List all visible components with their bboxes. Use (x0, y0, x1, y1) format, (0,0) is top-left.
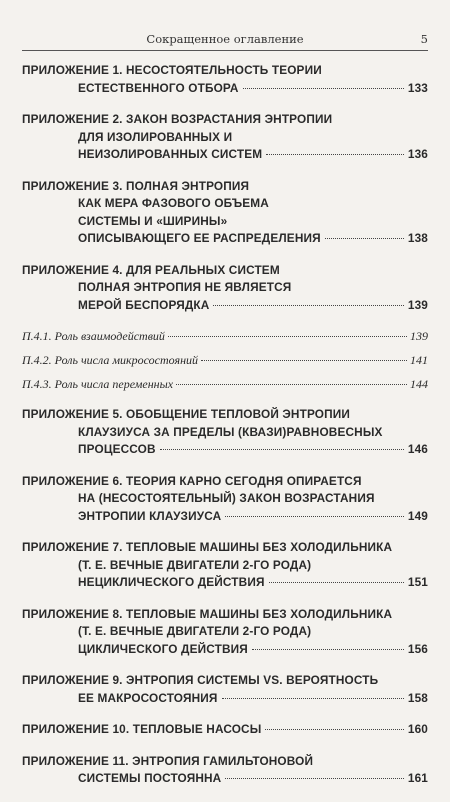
toc-entry[interactable] (22, 672, 428, 707)
page-number: 5 (420, 32, 428, 46)
dot-leader (168, 336, 407, 337)
dot-leader (252, 649, 404, 650)
toc-entry-line: ДЛЯ ИЗОЛИРОВАННЫХ И (78, 129, 233, 144)
toc-entry-last-line (22, 770, 428, 788)
toc-entry-line: НЕЦИКЛИЧЕСКОГО ДЕЙСТВИЯ (78, 575, 265, 589)
toc-entry[interactable] (22, 62, 428, 97)
toc-entry[interactable] (22, 606, 428, 659)
toc-entry-line: ЕСТЕСТВЕННОГО ОТБОРА (78, 80, 239, 95)
toc-entry[interactable] (22, 473, 428, 526)
toc-entry[interactable] (22, 753, 428, 788)
toc-page-number: 141 (410, 353, 428, 367)
toc-entry-line: ПРИЛОЖЕНИЕ 2. ЗАКОН ВОЗРАСТАНИЯ ЭНТРОПИИ (22, 112, 333, 126)
toc-entry-last-line (22, 146, 428, 164)
toc-entry-line: КЛАУЗИУСА ЗА ПРЕДЕЛЫ (КВАЗИ)РАВНОВЕСНЫХ (78, 424, 383, 439)
toc-page-number: 156 (407, 641, 428, 656)
toc-entry-line: ПОЛНАЯ ЭНТРОПИЯ НЕ ЯВЛЯЕТСЯ (78, 280, 292, 294)
toc-entry-line: ПРОЦЕССОВ (78, 442, 156, 456)
toc-entry-line: ПРИЛОЖЕНИЕ 7. ТЕПЛОВЫЕ МАШИНЫ БЕЗ ХОЛОДИЛЬНИКА (22, 540, 393, 554)
toc-entry-last-line (22, 721, 428, 739)
toc-entry[interactable] (22, 262, 428, 315)
header-rule (22, 50, 428, 51)
toc-entry-line: ПРИЛОЖЕНИЕ 4. ДЛЯ РЕАЛЬНЫХ СИСТЕМ (22, 262, 280, 277)
toc-subentry-title: П.4.3. Роль числа переменных (22, 377, 174, 391)
toc-page-number: 149 (407, 508, 428, 523)
toc-subentry-title: П.4.2. Роль числа микросостояний (22, 353, 199, 367)
dot-leader (176, 384, 407, 385)
dot-leader (225, 778, 404, 779)
toc-entry-line: СИСТЕМЫ ПОСТОЯННА (78, 771, 222, 785)
toc-entry[interactable] (22, 406, 428, 459)
toc-entry-line: ПРИЛОЖЕНИЕ 9. ЭНТРОПИЯ СИСТЕМЫ VS. ВЕРОЯТНОСТЬ (22, 673, 379, 687)
toc-entry-line: НА (НЕСОСТОЯТЕЛЬНЫЙ) ЗАКОН ВОЗРАСТАНИЯ (78, 491, 375, 505)
toc-page-number: 138 (407, 231, 428, 245)
toc-entry-line: ОПИСЫВАЮЩЕГО ЕЕ РАСПРЕДЕЛЕНИЯ (78, 231, 321, 245)
toc-page-number: 151 (407, 575, 428, 589)
toc-entry-line: ПРИЛОЖЕНИЕ 10. ТЕПЛОВЫЕ НАСОСЫ (22, 722, 262, 736)
dot-leader (201, 360, 407, 361)
dot-leader (225, 516, 404, 517)
toc-entry-line: ПРИЛОЖЕНИЕ 6. ТЕОРИЯ КАРНО СЕГОДНЯ ОПИРАЕТСЯ (22, 473, 362, 488)
toc-subentry[interactable] (22, 376, 428, 392)
toc-entry-line: ПРИЛОЖЕНИЕ 5. ОБОБЩЕНИЕ ТЕПЛОВОЙ ЭНТРОПИИ (22, 407, 351, 421)
toc-entry-line: (Т. Е. ВЕЧНЫЕ ДВИГАТЕЛИ 2-ГО РОДА) (78, 557, 312, 572)
dot-leader (265, 729, 403, 730)
toc-page-number: 139 (407, 297, 428, 312)
toc-page-number: 146 (407, 442, 428, 456)
toc-entry-line: МЕРОЙ БЕСПОРЯДКА (78, 297, 210, 312)
toc-page-number: 158 (407, 690, 428, 705)
toc-entry-line: ЕЕ МАКРОСОСТОЯНИЯ (78, 690, 218, 705)
toc-entry-line: ПРИЛОЖЕНИЕ 11. ЭНТРОПИЯ ГАМИЛЬТОНОВОЙ (22, 753, 314, 768)
dot-leader (213, 305, 403, 306)
toc-entry-last-line (22, 690, 428, 708)
toc-entry-line: (Т. Е. ВЕЧНЫЕ ДВИГАТЕЛИ 2-ГО РОДА) (78, 624, 312, 638)
toc-entry-line: СИСТЕМЫ И «ШИРИНЫ» (78, 213, 228, 228)
toc-page-number: 144 (410, 377, 428, 391)
toc-entry-last-line (22, 297, 428, 315)
running-title: Сокращенное оглавление (146, 32, 304, 46)
toc-entry-line: ЭНТРОПИИ КЛАУЗИУСА (78, 508, 222, 523)
toc-entry[interactable] (22, 721, 428, 739)
toc-entry-line: ПРИЛОЖЕНИЕ 8. ТЕПЛОВЫЕ МАШИНЫ БЕЗ ХОЛОДИЛЬНИКА (22, 606, 393, 621)
toc-entry-last-line (22, 574, 428, 592)
toc-subentry[interactable] (22, 352, 428, 368)
page-header (22, 32, 428, 48)
toc-entry-last-line (22, 441, 428, 459)
dot-leader (243, 88, 404, 89)
toc-entry[interactable] (22, 178, 428, 248)
toc-entry-last-line (22, 230, 428, 248)
toc-page-number: 136 (407, 147, 428, 161)
toc-page-number: 161 (407, 771, 428, 785)
toc-entry[interactable] (22, 539, 428, 592)
toc-entry-line: ПРИЛОЖЕНИЕ 3. ПОЛНАЯ ЭНТРОПИЯ (22, 178, 250, 193)
toc-entry-last-line (22, 641, 428, 659)
toc-page-number: 133 (407, 80, 428, 95)
toc-entry-line: ПРИЛОЖЕНИЕ 1. НЕСОСТОЯТЕЛЬНОСТЬ ТЕОРИИ (22, 63, 322, 77)
toc-page-number: 139 (410, 329, 428, 343)
toc-entry-line: КАК МЕРА ФАЗОВОГО ОБЪЕМА (78, 196, 269, 210)
dot-leader (160, 449, 404, 450)
dot-leader (222, 698, 404, 699)
toc-entry-last-line (22, 508, 428, 526)
toc-subentry[interactable] (22, 328, 428, 344)
toc-entry[interactable] (22, 111, 428, 164)
toc-subentry-title: П.4.1. Роль взаимодействий (22, 329, 165, 343)
table-of-contents (22, 62, 428, 802)
toc-entry-line: НЕИЗОЛИРОВАННЫХ СИСТЕМ (78, 147, 263, 161)
toc-entry-last-line (22, 80, 428, 98)
dot-leader (269, 582, 404, 583)
dot-leader (325, 238, 404, 239)
dot-leader (266, 154, 404, 155)
toc-entry-line: ЦИКЛИЧЕСКОГО ДЕЙСТВИЯ (78, 641, 248, 656)
toc-page-number: 160 (407, 722, 428, 736)
